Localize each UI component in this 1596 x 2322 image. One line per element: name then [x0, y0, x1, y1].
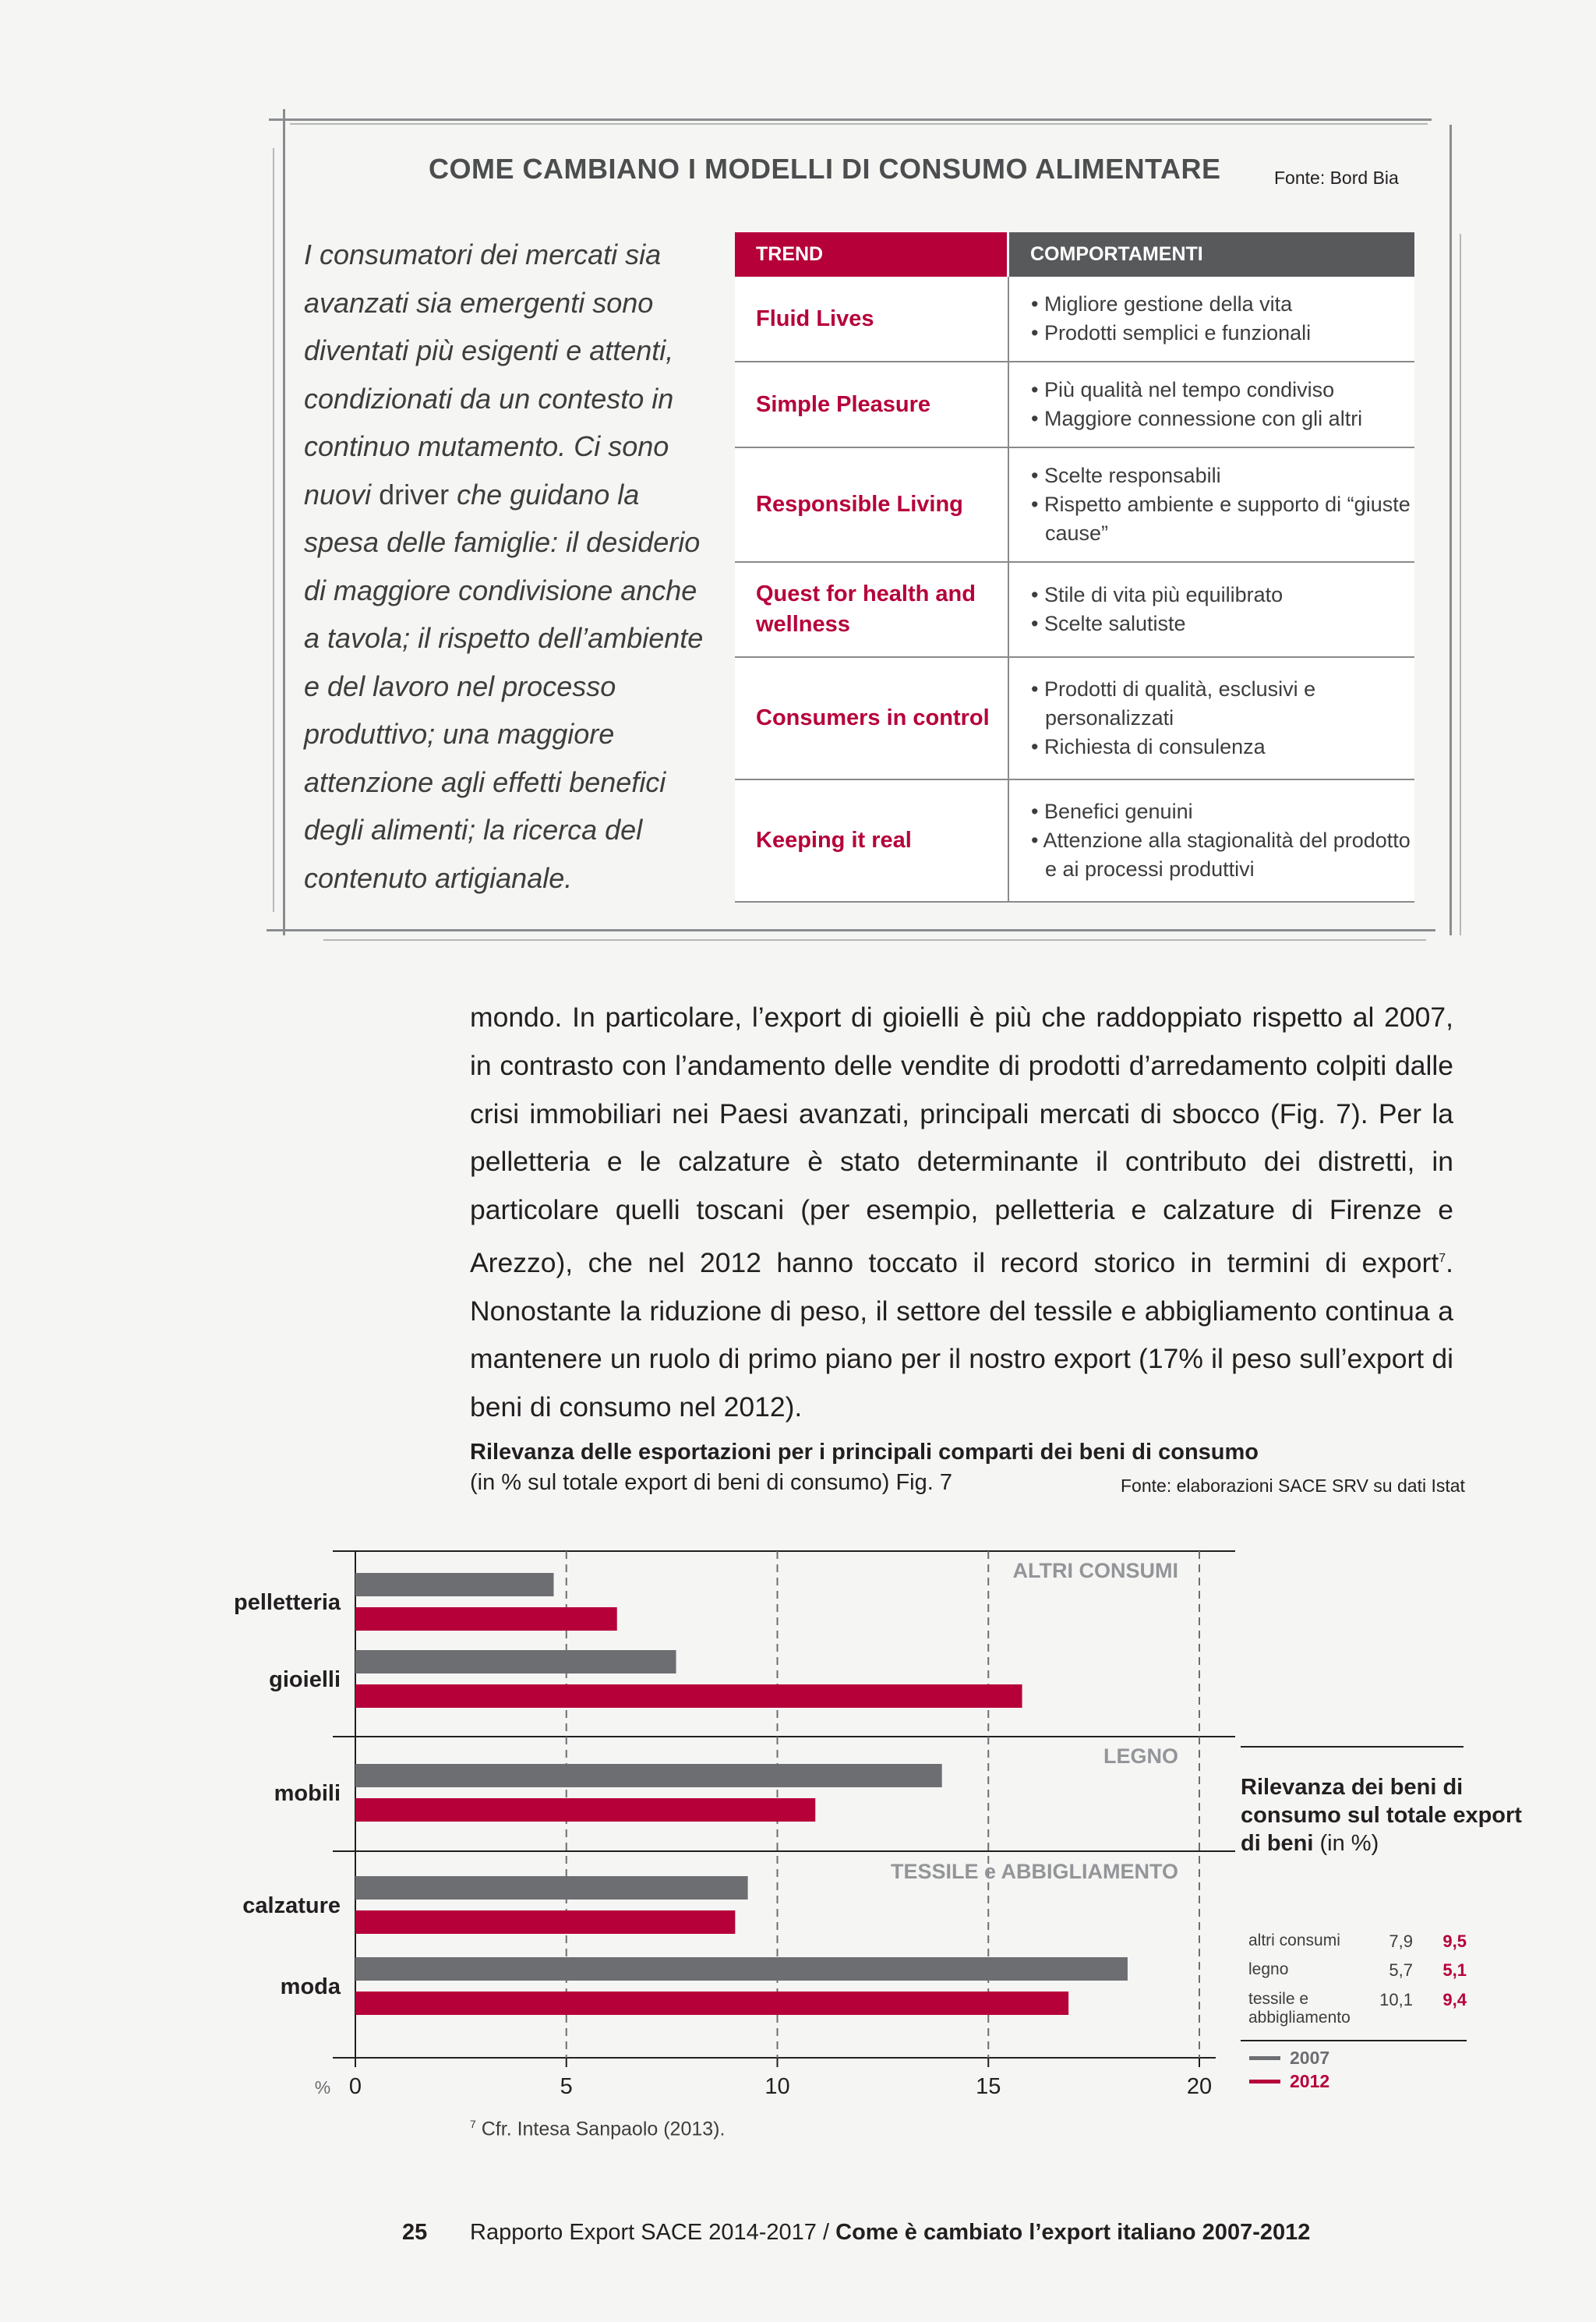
- footer-text: [470, 2220, 1310, 2246]
- trend-name: Consumers in control: [735, 658, 1009, 779]
- chart-labels: [234, 1559, 1212, 2099]
- category-label: mobili: [274, 1781, 341, 1806]
- bar-2007: [355, 1764, 942, 1787]
- behaviour-item: • Prodotti semplici e funzionali: [1031, 321, 1312, 345]
- box-intro-text-driver: driver: [379, 478, 450, 511]
- side-panel-title: [1241, 1773, 1545, 1857]
- side-panel-value-2007: 10,1: [1379, 1990, 1413, 2009]
- figure-source: Fonte: elaborazioni SACE SRV su dati Istat: [1121, 1476, 1465, 1496]
- footnote-number: 7: [470, 2118, 476, 2130]
- category-label: moda: [280, 1974, 341, 1999]
- box-title: COME CAMBIANO I MODELLI DI CONSUMO ALIMENTARE: [429, 153, 1221, 185]
- behaviour-item: • Maggiore connessione con gli altri: [1031, 407, 1363, 430]
- side-panel-value-2007: 5,7: [1389, 1960, 1413, 1980]
- footer-report-title: Rapporto Export SACE 2014-2017 /: [470, 2220, 836, 2245]
- footnote: [470, 2118, 725, 2140]
- side-panel-row-label: tessile e: [1248, 1990, 1309, 2008]
- bar-2012: [355, 1798, 815, 1822]
- category-label: calzature: [242, 1893, 341, 1918]
- footnote-text: Cfr. Intesa Sanpaolo (2013).: [481, 2118, 726, 2140]
- side-panel-unit: (in %): [1319, 1831, 1379, 1856]
- side-panel-top-rule: [1241, 1746, 1464, 1748]
- group-label: TESSILE e ABBIGLIAMENTO: [890, 1860, 1178, 1883]
- side-panel-value-2007: 7,9: [1389, 1931, 1413, 1951]
- chart-bars: [355, 1573, 1128, 2015]
- figure-title: Rilevanza delle esportazioni per i principali comparti dei beni di consumo: [470, 1440, 1259, 1465]
- figure-subtitle: (in % sul totale export di beni di consumo) Fig. 7: [470, 1470, 952, 1495]
- trend-name: Quest for health and wellness: [735, 563, 1009, 656]
- bar-2007: [355, 1650, 676, 1673]
- legend-2012: [1249, 2071, 1329, 2092]
- side-panel-value-2012: 9,5: [1442, 1931, 1467, 1951]
- group-label: LEGNO: [1103, 1744, 1178, 1768]
- side-panel-title-text: Rilevanza dei beni di consumo sul totale export di beni: [1241, 1775, 1522, 1856]
- behaviours-header: COMPORTAMENTI: [1009, 232, 1414, 277]
- behaviour-item: • Prodotti di qualità, esclusivi e personalizzati: [1031, 677, 1316, 730]
- box-source: Fonte: Bord Bia: [1274, 168, 1399, 188]
- footer-chapter-title: Come è cambiato l’export italiano 2007-2012: [835, 2220, 1311, 2245]
- behaviour-item: • Attenzione alla stagionalità del prodotto e ai processi produttivi: [1031, 829, 1411, 881]
- box-intro-text-a: I consumatori dei mercati sia avanzati sia emergenti sono diventati più esigenti e attenti, condizionati da un contesto in continuo mutamento. Ci sono nuovi: [304, 239, 674, 511]
- bar-2012: [355, 1992, 1068, 2015]
- x-tick-label: 0: [348, 2074, 362, 2099]
- legend-label: 2012: [1290, 2071, 1330, 2091]
- side-panel-value-2012: 5,1: [1442, 1960, 1467, 1980]
- behaviour-item: • Più qualità nel tempo condiviso: [1031, 378, 1335, 401]
- category-label: gioielli: [269, 1667, 341, 1692]
- bar-2012: [355, 1684, 1022, 1708]
- side-panel-bottom-rule: [1241, 2040, 1467, 2041]
- behaviour-item: • Benefici genuini: [1031, 800, 1193, 823]
- behaviour-item: • Rispetto ambiente e supporto di “giuste cause”: [1031, 493, 1411, 545]
- bar-2007: [355, 1573, 554, 1596]
- x-tick-label: 20: [1186, 2074, 1213, 2099]
- side-panel-row-label: legno: [1248, 1960, 1289, 1978]
- trend-name: Responsible Living: [735, 448, 1009, 561]
- legend-2007: [1249, 2048, 1329, 2069]
- x-tick-label: 5: [560, 2074, 573, 2099]
- legend-label: 2007: [1290, 2048, 1330, 2068]
- footnote-ref: 7: [1439, 1251, 1446, 1265]
- legend-swatch-2007: [1249, 2056, 1280, 2060]
- behaviour-item: • Stile di vita più equilibrato: [1031, 583, 1284, 606]
- group-label: ALTRI CONSUMI: [1012, 1559, 1178, 1582]
- category-label: pelletteria: [234, 1590, 341, 1615]
- trend-name: Simple Pleasure: [735, 362, 1009, 447]
- trend-name: Fluid Lives: [735, 277, 1009, 361]
- body-text-a: mondo. In particolare, l’export di gioielli è più che raddoppiato rispetto al 2007, in contrasto con l’andamento delle vendite di prodotti d’arredamento colpiti dalle crisi immobiliari nei Paesi avanzati, principali mercati di sbocco (Fig. 7). Per la pelletteria e le calzature è stato determinante il contributo dei distretti, in particolare quelli toscani (per esempio, pelletteria e calzature di Firenze e Arezzo), che nel 2012 hanno toccato il record storico in termini di export: [470, 1002, 1453, 1278]
- trend-name: Keeping it real: [735, 780, 1009, 901]
- behaviour-item: • Scelte responsabili: [1031, 464, 1221, 487]
- box-intro-text-c: che guidano la spesa delle famiglie: il desiderio di maggiore condivisione anche a tavola; il rispetto dell’ambiente e del lavoro nel processo produttivo; una maggiore attenzione agli effetti benefici degli alimenti; la ricerca del contenuto artigianale.: [304, 478, 704, 894]
- bar-2012: [355, 1910, 735, 1934]
- side-panel-row-label: altri consumi: [1248, 1931, 1340, 1949]
- side-panel-value-2012: 9,4: [1442, 1990, 1467, 2009]
- bar-2012: [355, 1607, 617, 1631]
- behaviour-item: • Richiesta di consulenza: [1031, 735, 1266, 758]
- body-text-b: . Nonostante la riduzione di peso, il settore del tessile e abbigliamento continua a mantenere un ruolo di primo piano per il nostro export (17% il peso sull’export di beni di consumo nel 2012).: [470, 1246, 1453, 1423]
- behaviour-item: • Scelte salutiste: [1031, 612, 1186, 635]
- behaviour-item: • Migliore gestione della vita: [1031, 292, 1293, 316]
- side-panel-row-label: abbigliamento: [1248, 2009, 1351, 2027]
- page-number: 25: [402, 2220, 428, 2245]
- x-tick-label: 15: [976, 2074, 1001, 2099]
- bar-2007: [355, 1876, 748, 1900]
- trend-header: TREND: [735, 232, 1009, 277]
- x-axis-unit-label: %: [314, 2077, 331, 2098]
- bar-2007: [355, 1957, 1128, 1981]
- legend-swatch-2012: [1249, 2080, 1280, 2083]
- x-tick-label: 10: [764, 2074, 790, 2099]
